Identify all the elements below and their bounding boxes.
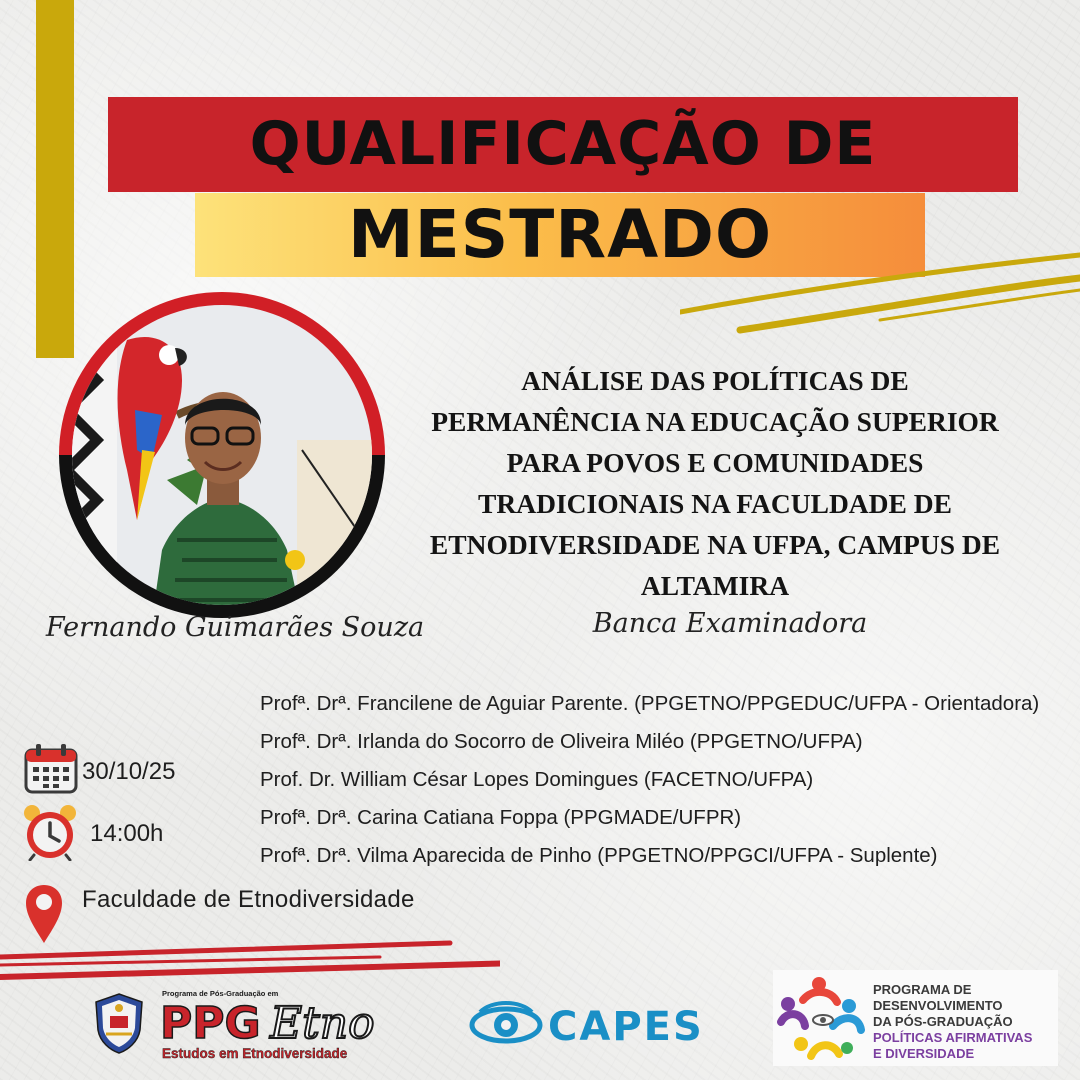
ppgetno-logo	[158, 988, 408, 1064]
banca-member: Profª. Drª. Francilene de Aguiar Parente. (PPGETNO/PPGEDUC/UFPA - Orientadora)	[260, 692, 1040, 715]
banca-label: Banca Examinadora	[592, 608, 868, 639]
ppgaf-line: DESENVOLVIMENTO	[873, 998, 1003, 1013]
ppg-big-text: PPG	[160, 998, 261, 1049]
event-time: 14:00h	[90, 820, 164, 847]
thesis-title-line: ANÁLISE DAS POLÍTICAS DE	[521, 365, 909, 396]
ppgaf-line-accent: POLÍTICAS AFIRMATIVAS	[873, 1030, 1033, 1045]
title-line-2: MESTRADO	[347, 196, 773, 273]
candidate-photo	[57, 290, 387, 620]
banca-members-list	[260, 685, 1075, 875]
capes-text: CAPES	[548, 1004, 704, 1050]
thesis-title-line: TRADICIONAIS NA FACULDADE DE	[478, 488, 952, 519]
capes-logo	[468, 998, 730, 1050]
candidate-name: Fernando Guimarães Souza	[45, 612, 425, 643]
red-brush-strokes	[0, 935, 500, 985]
title-line-1: QUALIFICAÇÃO DE	[249, 109, 877, 179]
ppgaf-line: DA PÓS-GRADUAÇÃO	[873, 1014, 1013, 1029]
ppg-subtitle: Estudos em Etnodiversidade	[162, 1046, 348, 1061]
gold-brush-strokes	[680, 250, 1080, 340]
alarm-clock-icon	[22, 803, 78, 861]
ufpa-crest-logo	[88, 990, 150, 1056]
thesis-title-line: PARA POVOS E COMUNIDADES	[506, 447, 924, 478]
ppgaf-line: PROGRAMA DE	[873, 982, 972, 997]
calendar-icon	[24, 742, 78, 794]
banca-member: Profª. Drª. Irlanda do Socorro de Oliveira Miléo (PPGETNO/UFPA)	[260, 730, 863, 753]
ppgaf-line-accent: E DIVERSIDADE	[873, 1046, 975, 1061]
thesis-title	[395, 360, 1035, 606]
ppgaf-logo	[773, 970, 1058, 1066]
ppg-script-text: Etno	[270, 998, 375, 1049]
ppgaf-emblem	[773, 970, 1058, 1066]
ppg-small-text: Programa de Pós-Graduação em	[162, 989, 279, 998]
thesis-title-line: ETNODIVERSIDADE NA UFPA, CAMPUS DE	[429, 529, 1001, 560]
thesis-title-line: PERMANÊNCIA NA EDUCAÇÃO SUPERIOR	[431, 406, 999, 437]
thesis-title-line: ALTAMIRA	[640, 570, 790, 601]
event-date: 30/10/25	[82, 758, 176, 785]
banca-member: Prof. Dr. William César Lopes Domingues (FACETNO/UFPA)	[260, 768, 814, 791]
banca-member: Profª. Drª. Vilma Aparecida de Pinho (PPGETNO/PPGCI/UFPA - Suplente)	[260, 844, 938, 867]
event-place: Faculdade de Etnodiversidade	[82, 886, 415, 913]
banca-member: Profª. Drª. Carina Catiana Foppa (PPGMADE/UFPR)	[260, 806, 742, 829]
